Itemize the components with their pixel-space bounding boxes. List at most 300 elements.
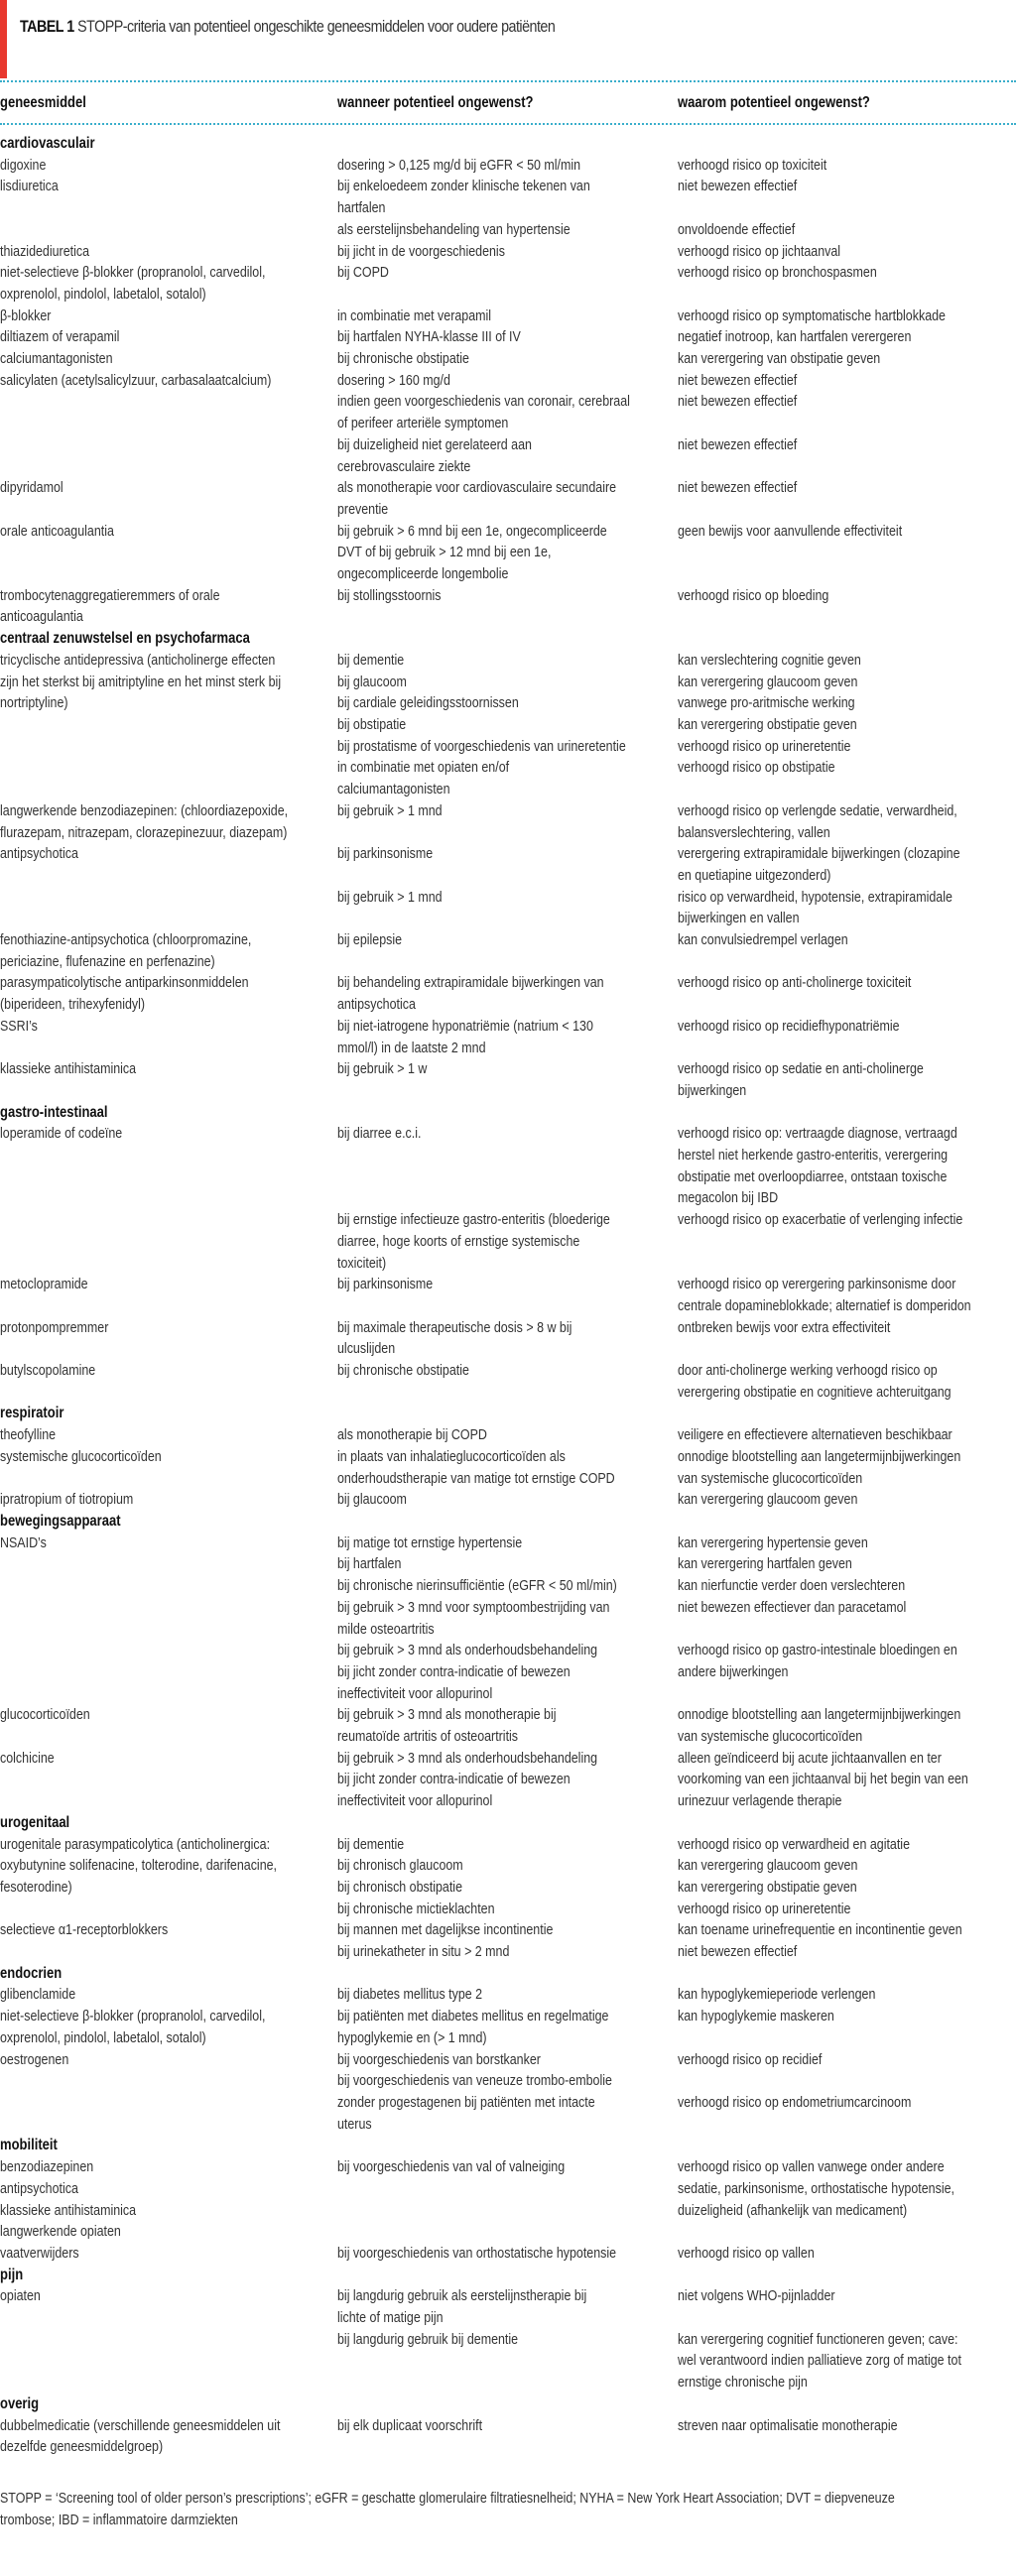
why-cell: [678, 1855, 1016, 1877]
when-cell: [337, 650, 678, 672]
when-line: bij gebruik > 6 mnd bij een 1e, ongecompliceerde: [337, 522, 607, 540]
when-line: bij obstipatie: [337, 715, 407, 733]
when-cell: [337, 1877, 678, 1899]
drug-cell: [0, 1274, 346, 1316]
drug-line: [0, 757, 346, 779]
when-line: diarree, hoge koorts of ernstige systemische: [337, 1232, 580, 1250]
drug-cell: [0, 2006, 346, 2048]
why-line: niet bewezen effectief: [678, 479, 798, 497]
table-row: [0, 2415, 1016, 2458]
drug-line: systemische glucocorticoïden: [0, 1447, 162, 1465]
table-row: [0, 1360, 1016, 1403]
drug-cell: [0, 972, 346, 1015]
drug-cell: [0, 2329, 346, 2393]
drug-line: flurazepam, nitrazepam, clorazepinezuur, diazepam): [0, 823, 288, 841]
drug-line: NSAID’s: [0, 1533, 47, 1551]
when-cell: [337, 1360, 678, 1403]
why-line: urinezuur verlagende therapie: [678, 1792, 842, 1810]
why-cell: [678, 1919, 1016, 1941]
why-line: herstel niet herkende gastro-enteritis, verergering: [678, 1147, 949, 1165]
why-line: kan verergering obstipatie geven: [678, 715, 857, 733]
drug-cell: [0, 1533, 346, 1554]
drug-line: loperamide of codeïne: [0, 1125, 123, 1143]
drug-cell: [0, 1360, 346, 1403]
when-line: in combinatie met verapamil: [337, 307, 492, 324]
drug-line: langwerkende benzodiazepinen: (chloordiazepoxide,: [0, 801, 289, 819]
why-cell: [678, 929, 1016, 972]
when-line: reumatoïde artritis of osteoartritis: [337, 1728, 519, 1746]
when-line: ulcuslijden: [337, 1340, 396, 1358]
why-line: risico op verwardheid, hypotensie, extrapiramidale: [678, 888, 952, 906]
when-line: lichte of matige pijn: [337, 2309, 444, 2327]
when-line: dosering > 160 mg/d: [337, 371, 450, 389]
drug-cell: [0, 2070, 346, 2135]
drug-line: oxybutynine solifenacine, tolterodine, darifenacine,: [0, 1857, 278, 1875]
why-cell: [678, 2329, 1016, 2393]
when-cell: [337, 714, 678, 736]
why-line: verhoogd risico op toxiciteit: [678, 156, 827, 174]
drug-cell: [0, 155, 346, 177]
why-cell: [678, 1899, 1016, 1920]
drug-line: selectieve α1-receptorblokkers: [0, 1921, 169, 1939]
drug-cell: [0, 241, 346, 263]
table-row: [0, 1877, 1016, 1899]
drug-cell: [0, 2156, 346, 2243]
drug-cell: [0, 1446, 346, 1489]
table-row: [0, 2049, 1016, 2071]
why-line: verhoogd risico op verergering parkinsonisme door: [678, 1276, 956, 1293]
when-line: bij langdurig gebruik bij dementie: [337, 2330, 519, 2348]
drug-cell: [0, 1704, 346, 1747]
table-row: [0, 1704, 1016, 1747]
when-line: bij diabetes mellitus type 2: [337, 1986, 483, 2004]
when-cell: [337, 1855, 678, 1877]
when-line: bij gebruik > 1 w: [337, 1060, 428, 1078]
section-heading: centraal zenuwstelsel en psychofarmaca: [0, 630, 250, 648]
why-line: kan verergering glaucoom geven: [678, 1857, 858, 1875]
when-cell: [337, 1274, 678, 1316]
table-body: [0, 125, 1016, 2458]
table-row: [0, 2243, 1016, 2265]
when-line: uterus: [337, 2115, 372, 2133]
drug-cell: [0, 1597, 346, 1640]
when-cell: [337, 1640, 678, 1704]
why-line: andere bijwerkingen: [678, 1662, 789, 1680]
column-header-row: [0, 82, 1016, 123]
table-row: [0, 1553, 1016, 1575]
when-line: bij dementie: [337, 1835, 405, 1853]
drug-cell: [0, 929, 346, 972]
when-cell: [337, 672, 678, 693]
table-row: [0, 306, 1016, 327]
table-row: [0, 692, 1016, 714]
drug-cell: [0, 1553, 346, 1575]
drug-line: metoclopramide: [0, 1276, 88, 1293]
table-row: [0, 155, 1016, 177]
when-line: zonder progestagenen bij patiënten met intacte: [337, 2093, 595, 2111]
drug-cell: [0, 434, 346, 477]
drug-cell: [0, 1984, 346, 2006]
when-line: bij ernstige infectieuze gastro-enteritis (bloederige: [337, 1211, 610, 1229]
why-line: verhoogd risico op recidief: [678, 2050, 823, 2068]
drug-cell: [0, 1016, 346, 1058]
when-line: bij voorgeschiedenis van veneuze trombo-embolie: [337, 2072, 612, 2090]
when-line: bij jicht in de voorgeschiedenis: [337, 242, 505, 260]
why-line: niet bewezen effectief: [678, 1943, 798, 1961]
why-line: kan verergering van obstipatie geven: [678, 350, 881, 368]
why-cell: [678, 1640, 1016, 1704]
drug-cell: [0, 1489, 346, 1511]
table-row: [0, 1489, 1016, 1511]
why-cell: [678, 219, 1016, 241]
why-cell: [678, 843, 1016, 886]
table-row: [0, 650, 1016, 672]
drug-cell: [0, 1941, 346, 1963]
when-line: cerebrovasculaire ziekte: [337, 457, 471, 475]
when-line: bij maximale therapeutische dosis > 8 w bij: [337, 1318, 572, 1336]
when-cell: [337, 477, 678, 520]
when-line: bij chronisch glaucoom: [337, 1857, 463, 1875]
why-line: verhoogd risico op vallen vanwege onder andere: [678, 2158, 945, 2176]
when-cell: [337, 1317, 678, 1360]
why-cell: [678, 1877, 1016, 1899]
when-line: bij enkeloedeem zonder klinische tekenen van: [337, 178, 590, 195]
table-row: [0, 1899, 1016, 1920]
drug-cell: [0, 1575, 346, 1597]
drug-line: butylscopolamine: [0, 1362, 96, 1380]
drug-line: niet-selectieve β-blokker (propranolol, carvedilol,: [0, 2008, 266, 2025]
table-row: [0, 1424, 1016, 1446]
why-cell: [678, 348, 1016, 370]
why-cell: [678, 434, 1016, 477]
drug-line: parasympaticolytische antiparkinsonmiddelen: [0, 974, 249, 992]
why-line: balansverslechtering, vallen: [678, 823, 830, 841]
when-cell: [337, 800, 678, 843]
when-line: bij stollingsstoornis: [337, 586, 442, 604]
when-line: bij gebruik > 3 mnd als onderhoudsbehandeling: [337, 1749, 598, 1767]
when-cell: [337, 155, 678, 177]
when-line: of perifeer arteriële symptomen: [337, 415, 509, 432]
why-line: kan verslechtering cognitie geven: [678, 651, 861, 669]
why-cell: [678, 477, 1016, 520]
drug-cell: [0, 477, 346, 520]
why-line: kan hypoglykemieperiode verlengen: [678, 1986, 876, 2004]
when-line: preventie: [337, 500, 389, 518]
why-cell: [678, 1984, 1016, 2006]
section-heading: overig: [0, 2394, 40, 2412]
when-line: bij glaucoom: [337, 1491, 407, 1509]
drug-cell: [0, 692, 346, 714]
why-line: verhoogd risico op vallen: [678, 2244, 815, 2262]
why-cell: [678, 1209, 1016, 1274]
table-row: [0, 1640, 1016, 1704]
section-heading: urogenitaal: [0, 1813, 70, 1831]
when-cell: [337, 1704, 678, 1747]
drug-cell: [0, 714, 346, 736]
drug-line: [0, 1899, 346, 1920]
why-cell: [678, 1360, 1016, 1403]
table-row: [0, 1123, 1016, 1209]
table-row: [0, 1274, 1016, 1316]
table-row: [0, 241, 1016, 263]
why-cell: [678, 1941, 1016, 1963]
why-line: verhoogd risico op urineretentie: [678, 1900, 851, 1917]
when-cell: [337, 1123, 678, 1209]
section-heading: gastro-intestinaal: [0, 1103, 108, 1121]
why-cell: [678, 1533, 1016, 1554]
drug-cell: [0, 1919, 346, 1941]
when-cell: [337, 521, 678, 585]
why-line: duizeligheid (afhankelijk van medicament): [678, 2201, 908, 2219]
why-line: verergering obstipatie en cognitieve achteruitgang: [678, 1383, 952, 1401]
why-line: niet volgens WHO-pijnladder: [678, 2287, 835, 2305]
why-line: verhoogd risico op: vertraagde diagnose, vertraagd: [678, 1125, 957, 1143]
why-line: verhoogd risico op endometriumcarcinoom: [678, 2093, 912, 2111]
when-line: bij behandeling extrapiramidale bijwerkingen van: [337, 974, 604, 992]
when-line: bij dementie: [337, 651, 405, 669]
when-cell: [337, 843, 678, 886]
why-line: van systemische glucocorticoïden: [678, 1469, 863, 1487]
drug-line: oestrogenen: [0, 2050, 69, 2068]
why-cell: [678, 176, 1016, 218]
drug-cell: [0, 1899, 346, 1920]
when-cell: [337, 2285, 678, 2328]
why-line: voorkoming van een jichtaanval bij het begin van een: [678, 1771, 968, 1788]
why-line: verhoogd risico op obstipatie: [678, 759, 835, 777]
why-cell: [678, 2243, 1016, 2265]
drug-line: oxprenolol, pindolol, labetalol, sotalol): [0, 285, 206, 303]
drug-line: fesoterodine): [0, 1878, 72, 1896]
table-row: [0, 800, 1016, 843]
why-cell: [678, 370, 1016, 392]
when-line: onderhoudstherapie van matige tot ernstige COPD: [337, 1469, 615, 1487]
why-line: centrale dopamineblokkade; alternatief is domperidon: [678, 1296, 971, 1314]
drug-cell: [0, 348, 346, 370]
section-heading: pijn: [0, 2266, 24, 2283]
why-line: obstipatie met overloopdiarree, ontstaan toxische: [678, 1167, 948, 1185]
table-row: [0, 434, 1016, 477]
when-line: toxiciteit): [337, 1254, 387, 1272]
why-cell: [678, 585, 1016, 628]
drug-line: β-blokker: [0, 307, 52, 324]
drug-line: klassieke antihistaminica: [0, 2201, 137, 2219]
why-cell: [678, 736, 1016, 758]
when-line: bij jicht zonder contra-indicatie of bewezen: [337, 1662, 571, 1680]
table-row: [0, 1016, 1016, 1058]
drug-cell: [0, 1317, 346, 1360]
table-row: [0, 262, 1016, 305]
when-cell: [337, 1209, 678, 1274]
why-line: verhoogd risico op urineretentie: [678, 737, 851, 755]
drug-line: [0, 2329, 346, 2351]
when-cell: [337, 1446, 678, 1489]
drug-line: anticoagulantia: [0, 608, 83, 626]
drug-line: theofylline: [0, 1426, 57, 1444]
when-line: in plaats van inhalatieglucocorticoïden als: [337, 1447, 566, 1465]
when-cell: [337, 2156, 678, 2243]
drug-line: glibenclamide: [0, 1986, 76, 2004]
section-heading: mobiliteit: [0, 2137, 58, 2154]
table-row: [0, 1984, 1016, 2006]
when-cell: [337, 887, 678, 929]
table-row: [0, 370, 1016, 392]
when-line: bij duizeligheid niet gerelateerd aan: [337, 435, 532, 453]
when-line: indien geen voorgeschiedenis van coronair, cerebraal: [337, 393, 630, 411]
when-cell: [337, 1553, 678, 1575]
table-caption: STOPP-criteria van potentieel ongeschikte geneesmiddelen voor oudere patiënten: [77, 17, 556, 36]
drug-line: periciazine, flufenazine en perfenazine): [0, 952, 215, 970]
drug-line: ipratropium of tiotropium: [0, 1491, 134, 1509]
when-line: bij hartfalen NYHA-klasse III of IV: [337, 328, 521, 346]
drug-cell: [0, 176, 346, 218]
when-line: bij jicht zonder contra-indicatie of bewezen: [337, 1771, 571, 1788]
when-line: bij gebruik > 1 mnd: [337, 888, 443, 906]
table-row: [0, 2070, 1016, 2135]
footnote-line: trombose; IBD = inflammatoire darmziekten: [0, 2511, 238, 2528]
when-line: dosering > 0,125 mg/d bij eGFR < 50 ml/min: [337, 156, 581, 174]
why-cell: [678, 1446, 1016, 1489]
drug-cell: [0, 262, 346, 305]
drug-cell: [0, 370, 346, 392]
table-row: [0, 585, 1016, 628]
when-cell: [337, 176, 678, 218]
why-line: veiligere en effectievere alternatieven beschikbaar: [678, 1426, 952, 1444]
why-cell: [678, 692, 1016, 714]
when-cell: [337, 2049, 678, 2071]
why-line: kan verergering cognitief functioneren geven; cave:: [678, 2330, 958, 2348]
when-line: bij chronische mictieklachten: [337, 1900, 495, 1917]
why-cell: [678, 1058, 1016, 1101]
why-line: wel verantwoord indien palliatieve zorg of matige tot: [678, 2352, 961, 2370]
when-cell: [337, 2006, 678, 2048]
when-line: bij gebruik > 1 mnd: [337, 801, 443, 819]
when-line: bij prostatisme of voorgeschiedenis van urineretentie: [337, 737, 626, 755]
why-line: verhoogd risico op gastro-intestinale bloedingen en: [678, 1642, 957, 1659]
drug-cell: [0, 843, 346, 886]
when-line: hartfalen: [337, 199, 386, 217]
drug-line: tricyclische antidepressiva (anticholinerge effecten: [0, 651, 276, 669]
drug-line: zijn het sterkst bij amitriptyline en het minst sterk bij: [0, 673, 282, 690]
when-line: DVT of bij gebruik > 12 mnd bij een 1e,: [337, 544, 552, 561]
when-cell: [337, 757, 678, 799]
why-line: alleen geïndiceerd bij acute jichtaanvallen en ter: [678, 1749, 942, 1767]
drug-cell: [0, 585, 346, 628]
when-line: bij voorgeschiedenis van orthostatische hypotensie: [337, 2244, 617, 2262]
drug-line: diltiazem of verapamil: [0, 328, 120, 346]
when-cell: [337, 1834, 678, 1856]
drug-line: klassieke antihistaminica: [0, 1060, 137, 1078]
drug-line: antipsychotica: [0, 2179, 78, 2197]
why-line: verhoogd risico op bloeding: [678, 586, 829, 604]
when-line: bij voorgeschiedenis van val of valneiging: [337, 2158, 566, 2176]
table-row: [0, 2156, 1016, 2243]
drug-line: [0, 736, 346, 758]
why-cell: [678, 1834, 1016, 1856]
when-line: in combinatie met opiaten en/of: [337, 759, 510, 777]
drug-line: calciumantagonisten: [0, 350, 113, 368]
table-row: [0, 1748, 1016, 1812]
when-cell: [337, 1533, 678, 1554]
when-cell: [337, 2329, 678, 2393]
drug-line: [0, 1640, 346, 1661]
table-row: [0, 1446, 1016, 1489]
when-line: bij niet-iatrogene hyponatriëmie (natrium < 130: [337, 1017, 593, 1035]
table-title: [20, 17, 555, 37]
when-line: bij diarree e.c.i.: [337, 1125, 422, 1143]
when-cell: [337, 1748, 678, 1812]
why-line: verhoogd risico op exacerbatie of verlenging infectie: [678, 1211, 963, 1229]
drug-line: antipsychotica: [0, 845, 78, 863]
why-line: kan verergering hartfalen geven: [678, 1555, 852, 1573]
table-row: [0, 1855, 1016, 1877]
when-line: bij voorgeschiedenis van borstkanker: [337, 2050, 541, 2068]
when-cell: [337, 1919, 678, 1941]
drug-cell: [0, 650, 346, 672]
when-line: bij parkinsonisme: [337, 1276, 434, 1293]
when-cell: [337, 241, 678, 263]
when-line: bij gebruik > 3 mnd als monotherapie bij: [337, 1706, 557, 1724]
drug-cell: [0, 2415, 346, 2458]
why-line: vanwege pro-aritmische werking: [678, 694, 855, 712]
why-line: verhoogd risico op sedatie en anti-cholinerge: [678, 1060, 924, 1078]
table-row: [0, 348, 1016, 370]
when-cell: [337, 219, 678, 241]
why-line: streven naar optimalisatie monotherapie: [678, 2416, 898, 2434]
drug-line: [0, 1575, 346, 1597]
drug-line: lisdiuretica: [0, 178, 59, 195]
why-cell: [678, 714, 1016, 736]
drug-line: thiazidediuretica: [0, 242, 90, 260]
table-label: TABEL 1: [20, 17, 74, 36]
why-cell: [678, 757, 1016, 799]
when-cell: [337, 2070, 678, 2135]
drug-cell: [0, 1640, 346, 1704]
why-cell: [678, 1704, 1016, 1747]
why-line: kan verergering hypertensie geven: [678, 1533, 868, 1551]
drug-cell: [0, 219, 346, 241]
drug-line: protonpompremmer: [0, 1318, 109, 1336]
why-cell: [678, 1553, 1016, 1575]
why-cell: [678, 155, 1016, 177]
why-cell: [678, 672, 1016, 693]
why-line: verhoogd risico op symptomatische hartblokkade: [678, 307, 946, 324]
why-cell: [678, 521, 1016, 585]
why-cell: [678, 1575, 1016, 1597]
drug-line: digoxine: [0, 156, 47, 174]
drug-cell: [0, 326, 346, 348]
why-line: niet bewezen effectief: [678, 393, 798, 411]
drug-line: fenothiazine-antipsychotica (chloorpromazine,: [0, 931, 252, 949]
table-row: [0, 1919, 1016, 1941]
table-row: [0, 176, 1016, 218]
when-cell: [337, 306, 678, 327]
when-line: milde osteoartritis: [337, 1620, 435, 1638]
why-cell: [678, 2285, 1016, 2328]
why-cell: [678, 2156, 1016, 2243]
why-line: negatief inotroop, kan hartfalen verergeren: [678, 328, 912, 346]
why-line: sedatie, parkinsonisme, orthostatische hypotensie,: [678, 2179, 954, 2197]
drug-line: [0, 714, 346, 736]
why-cell: [678, 2049, 1016, 2071]
when-cell: [337, 2415, 678, 2458]
why-line: kan verergering glaucoom geven: [678, 1491, 858, 1509]
table-row: [0, 843, 1016, 886]
why-cell: [678, 1424, 1016, 1446]
when-line: ongecompliceerde longembolie: [337, 565, 509, 583]
drug-line: dipyridamol: [0, 479, 64, 497]
why-cell: [678, 2070, 1016, 2135]
when-line: bij langdurig gebruik als eerstelijnstherapie bij: [337, 2287, 587, 2305]
